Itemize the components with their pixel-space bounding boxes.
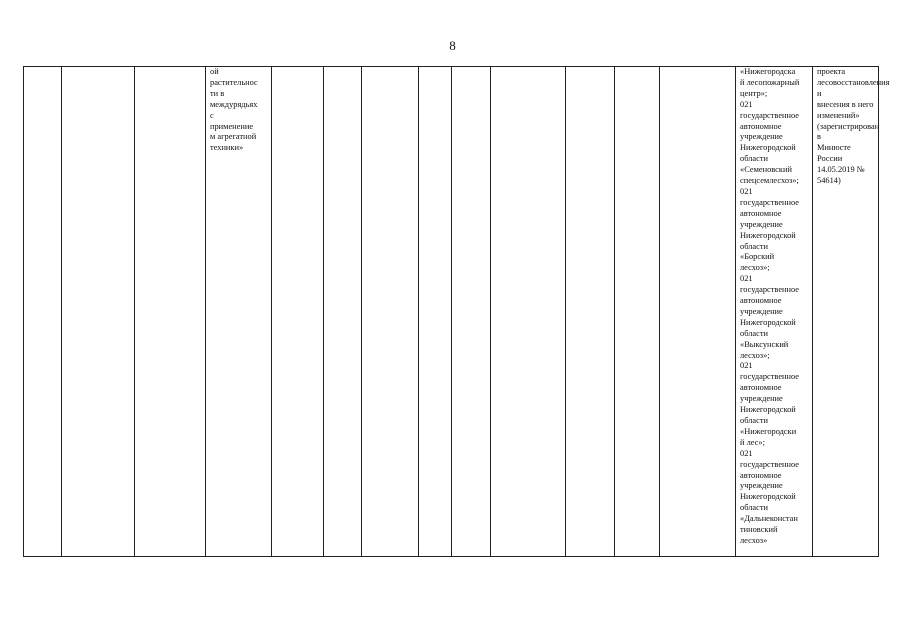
table-cell-legal-basis: проекта лесовосстановления и внесения в него изменений» (зарегистрирован в Минюсте России 14.05.2019 № 54614): [813, 67, 879, 557]
table-cell-7: [362, 67, 419, 557]
document-table: [23, 66, 890, 557]
table-row: [24, 67, 879, 557]
table-cell-8: [419, 67, 452, 557]
table-cell-3: [135, 67, 206, 557]
table-cell-5: [272, 67, 324, 557]
table-cell-11: [566, 67, 615, 557]
table-cell-work-description: ой растительнос ти в междурядьях с применение м агрегатной техники»: [206, 67, 272, 557]
table-cell-9: [452, 67, 491, 557]
table-cell-6: [324, 67, 362, 557]
table-cell-13: [660, 67, 736, 557]
page-number: 8: [449, 38, 456, 53]
table-cell-10: [491, 67, 566, 557]
table-cell-2: [62, 67, 135, 557]
table-cell-institutions: «Нижегородска й лесопожарный центр»; 021 государственное автономное учреждение Нижегородской области «Семеновский спецсемлесхоз»; 021 государственное автономное учреждение Нижегородской области «Борский лесхоз»; 021 государственное автономное учреждение Нижегородской области «Выксунский лесхоз»; 021 государственное автономное учреждение Нижегородской области «Нижегородски й лес»; 021 государственное автономное учреждение Нижегородской области «Дальнеконстан тиновский лесхоз»: [736, 67, 813, 557]
table-cell-1: [24, 67, 62, 557]
table-cell-12: [615, 67, 660, 557]
